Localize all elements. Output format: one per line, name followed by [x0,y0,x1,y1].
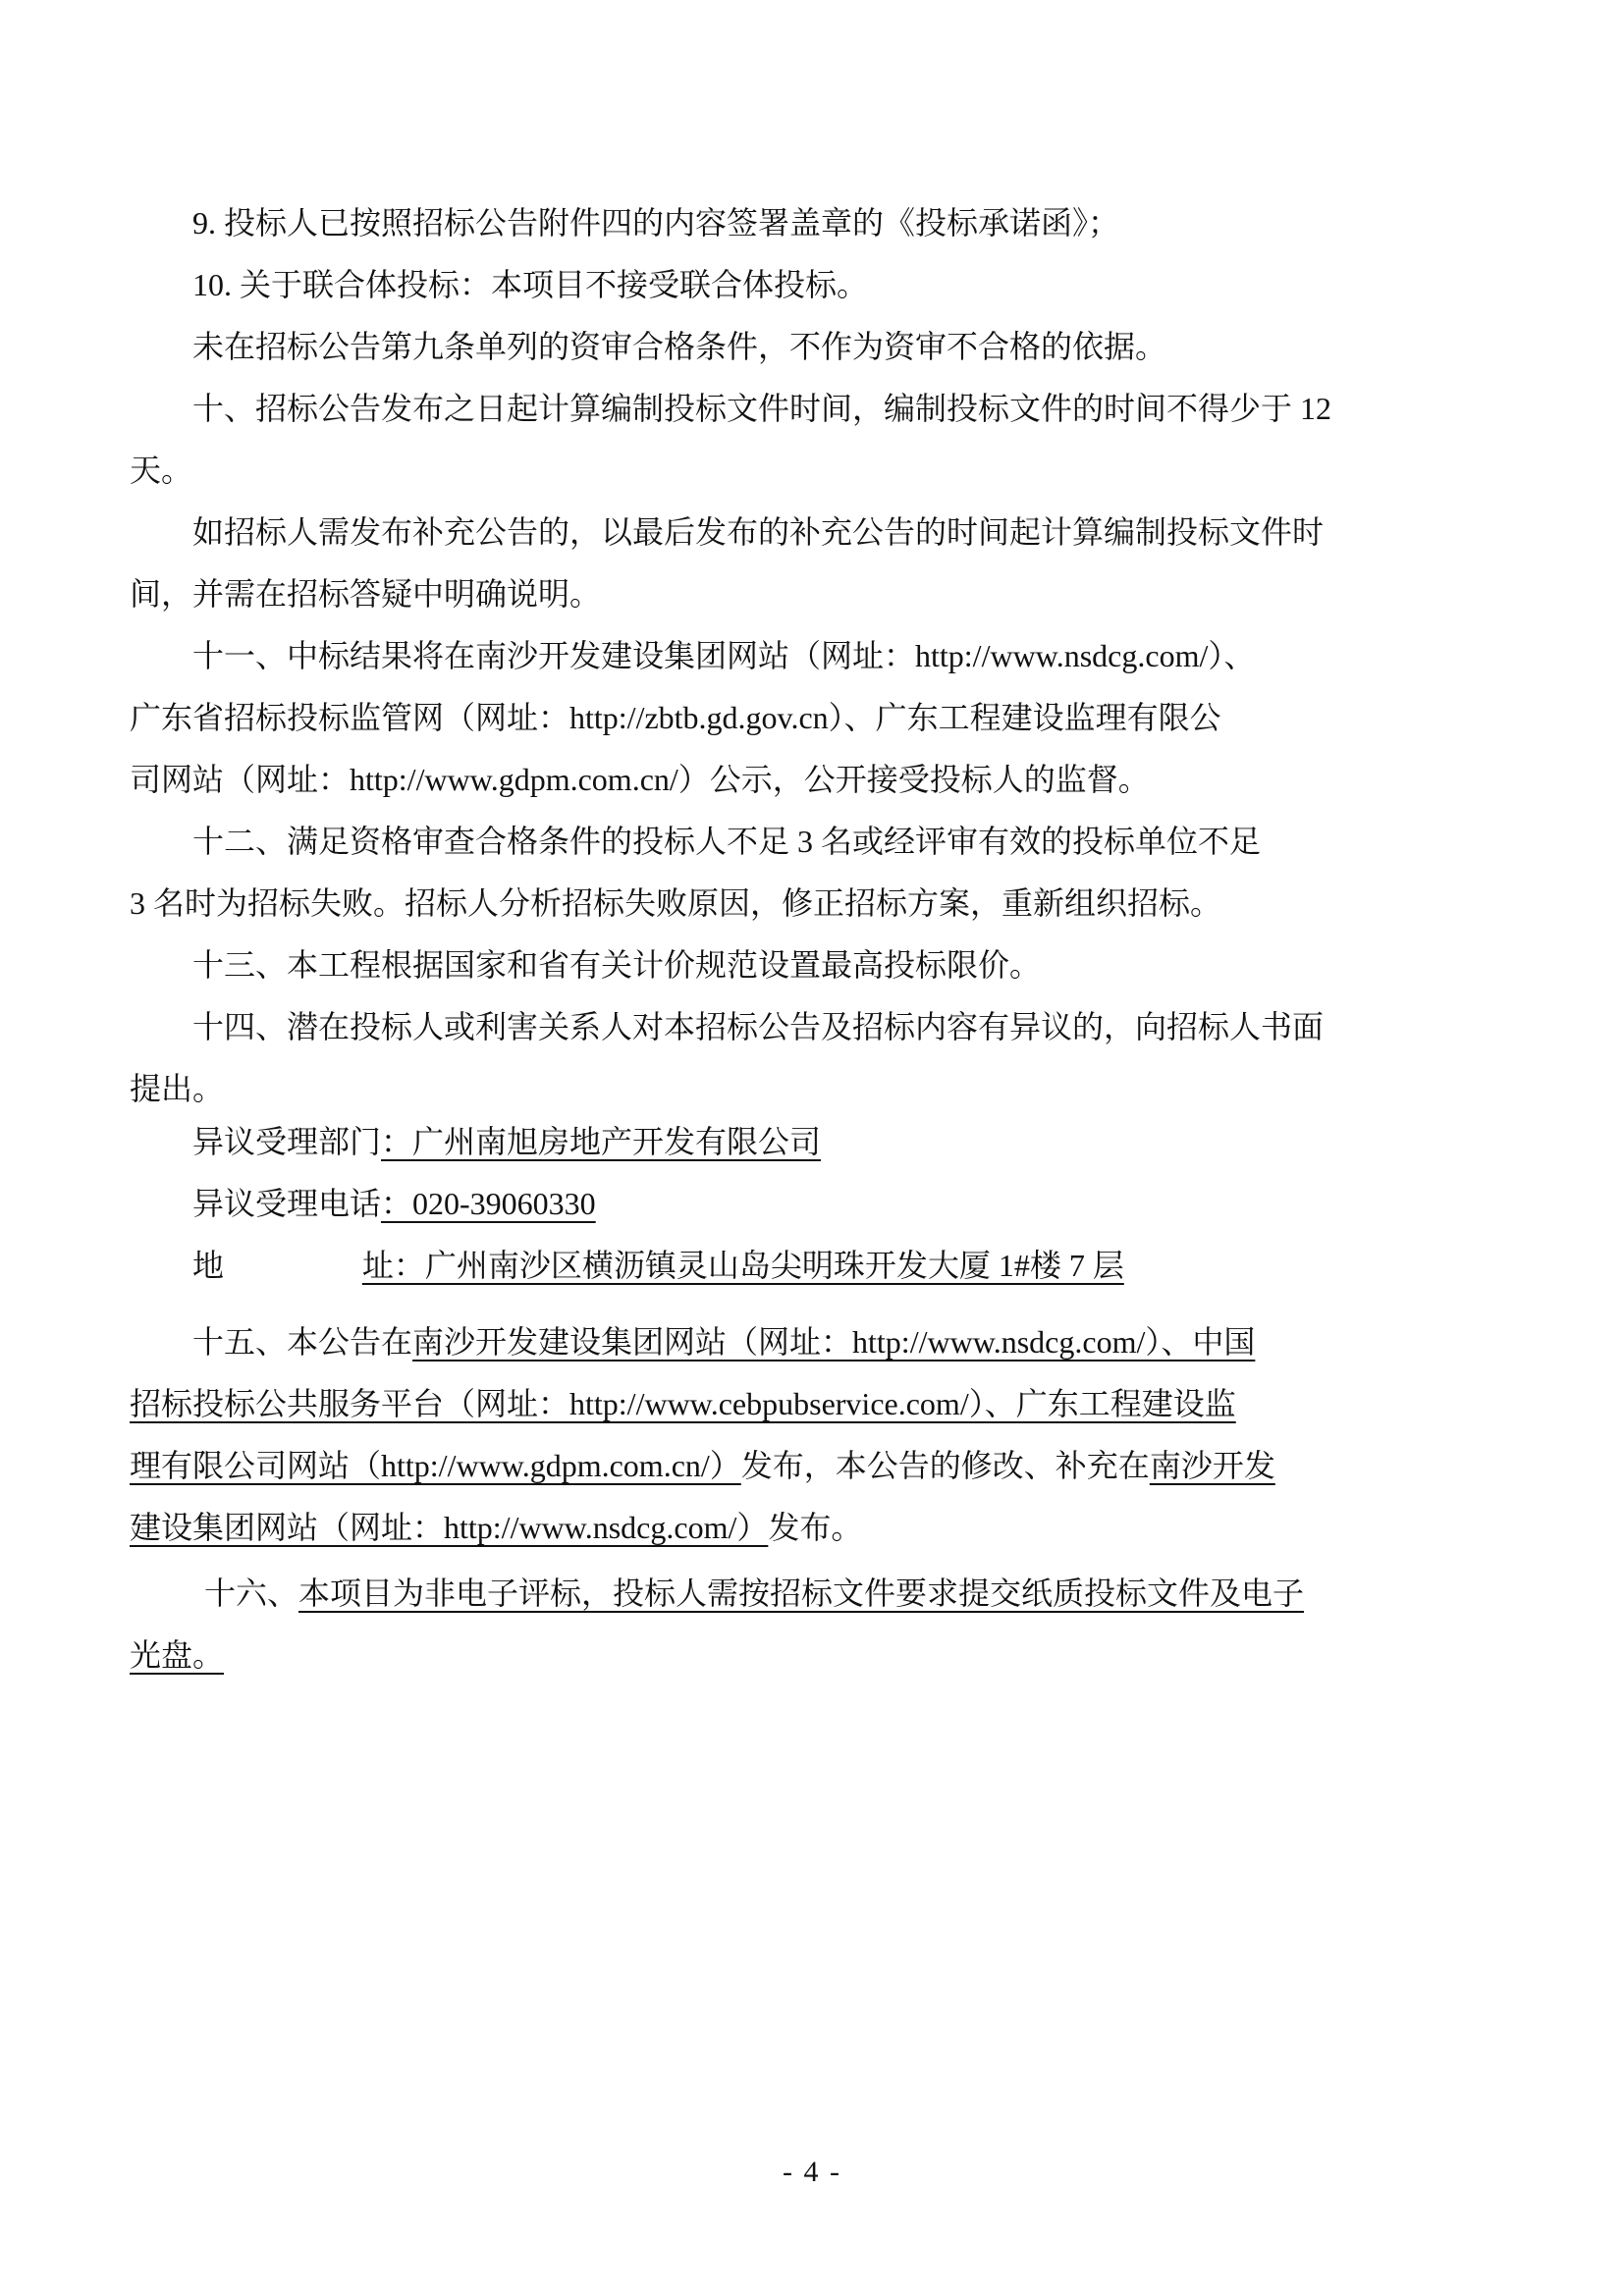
document-line-18 [130,1235,1494,1297]
text-run: 未在招标公告第九条单列的资审合格条件，不作为资审不合格的依据。 [192,329,1167,364]
text-run: 发布。 [768,1510,863,1545]
document-line-22 [130,1497,1494,1559]
document-line-3 [130,316,1494,378]
text-run: 地 [192,1248,225,1283]
document-line-11 [130,811,1494,873]
document-line-16 [130,1111,1494,1173]
text-run: 十五、本公告在 [192,1324,413,1360]
text-run: 十、招标公告发布之日起计算编制投标文件时间，编制投标文件的时间不得少于 12 [192,391,1332,426]
document-line-2 [130,254,1494,316]
document-line-4 [130,378,1494,440]
underlined-text: 址：广州南沙区横沥镇灵山岛尖明珠开发大厦 1#楼 7 层 [361,1248,1124,1283]
underlined-text: 光盘。 [130,1637,225,1673]
document-line-6 [130,502,1494,563]
document-line-1 [130,192,1494,254]
document-line-20 [130,1373,1494,1435]
text-run: 10. 关于联合体投标：本项目不接受联合体投标。 [192,267,869,302]
underlined-text: ：广州南旭房地产开发有限公司 [381,1124,822,1159]
text-run: 发布，本公告的修改、补充在 [740,1448,1150,1483]
document-line-17 [130,1173,1494,1235]
document-line-23 [130,1563,1494,1625]
text-run: 9. 投标人已按照招标公告附件四的内容签署盖章的《投标承诺函》； [192,205,1120,240]
text-run: 间，并需在招标答疑中明确说明。 [130,576,602,612]
text-run: 天。 [130,453,193,488]
text-run: 广东省招标投标监管网（网址：http://zbtb.gd.gov.cn）、广东工程建设监理有限公 [130,700,1221,735]
document-line-24 [130,1625,1494,1686]
document-content [130,192,1494,1686]
document-line-5 [130,440,1494,502]
page-number: - 4 - [783,2156,841,2188]
text-run: 十一、中标结果将在南沙开发建设集团网站（网址：http://www.nsdcg.com/）、 [192,638,1256,673]
underlined-text: 南沙开发建设集团网站（网址：http://www.nsdcg.com/）、中国 [412,1324,1256,1360]
text-run: 十三、本工程根据国家和省有关计价规范设置最高投标限价。 [192,947,1042,983]
text-run: 异议受理部门 [192,1124,382,1159]
text-run: 十二、满足资格审查合格条件的投标人不足 3 名或经评审有效的投标单位不足 [192,824,1262,859]
text-run: 十四、潜在投标人或利害关系人对本招标公告及招标内容有异议的，向招标人书面 [192,1009,1325,1044]
document-line-21 [130,1435,1494,1497]
document-line-19 [130,1311,1494,1373]
text-run: 提出。 [130,1071,225,1106]
underlined-text: 招标投标公共服务平台（网址：http://www.cebpubservice.com/）、广东工程建设监 [130,1386,1236,1421]
document-line-10 [130,749,1494,811]
document-line-8 [130,625,1494,687]
underlined-text: 本项目为非电子评标，投标人需按招标文件要求提交纸质投标文件及电子 [298,1575,1305,1611]
underlined-text: 理有限公司网站（http://www.gdpm.com.cn/） [130,1448,741,1483]
text-run: 司网站（网址：http://www.gdpm.com.cn/）公示，公开接受投标人的监督。 [130,762,1150,797]
document-line-12 [130,873,1494,934]
underlined-text: 南沙开发 [1149,1448,1275,1483]
text-run: 十六、 [204,1575,299,1611]
text-run: 3 名时为招标失败。招标人分析招标失败原因，修正招标方案，重新组织招标。 [130,885,1222,921]
underlined-text: 建设集团网站（网址：http://www.nsdcg.com/） [130,1510,769,1545]
document-line-14 [130,996,1494,1058]
text-run: 如招标人需发布补充公告的，以最后发布的补充公告的时间起计算编制投标文件时 [192,514,1325,550]
text-run: 异议受理电话 [192,1186,382,1221]
underlined-text: ：020-39060330 [381,1186,596,1221]
document-line-9 [130,687,1494,749]
document-line-13 [130,934,1494,996]
document-line-7 [130,563,1494,625]
